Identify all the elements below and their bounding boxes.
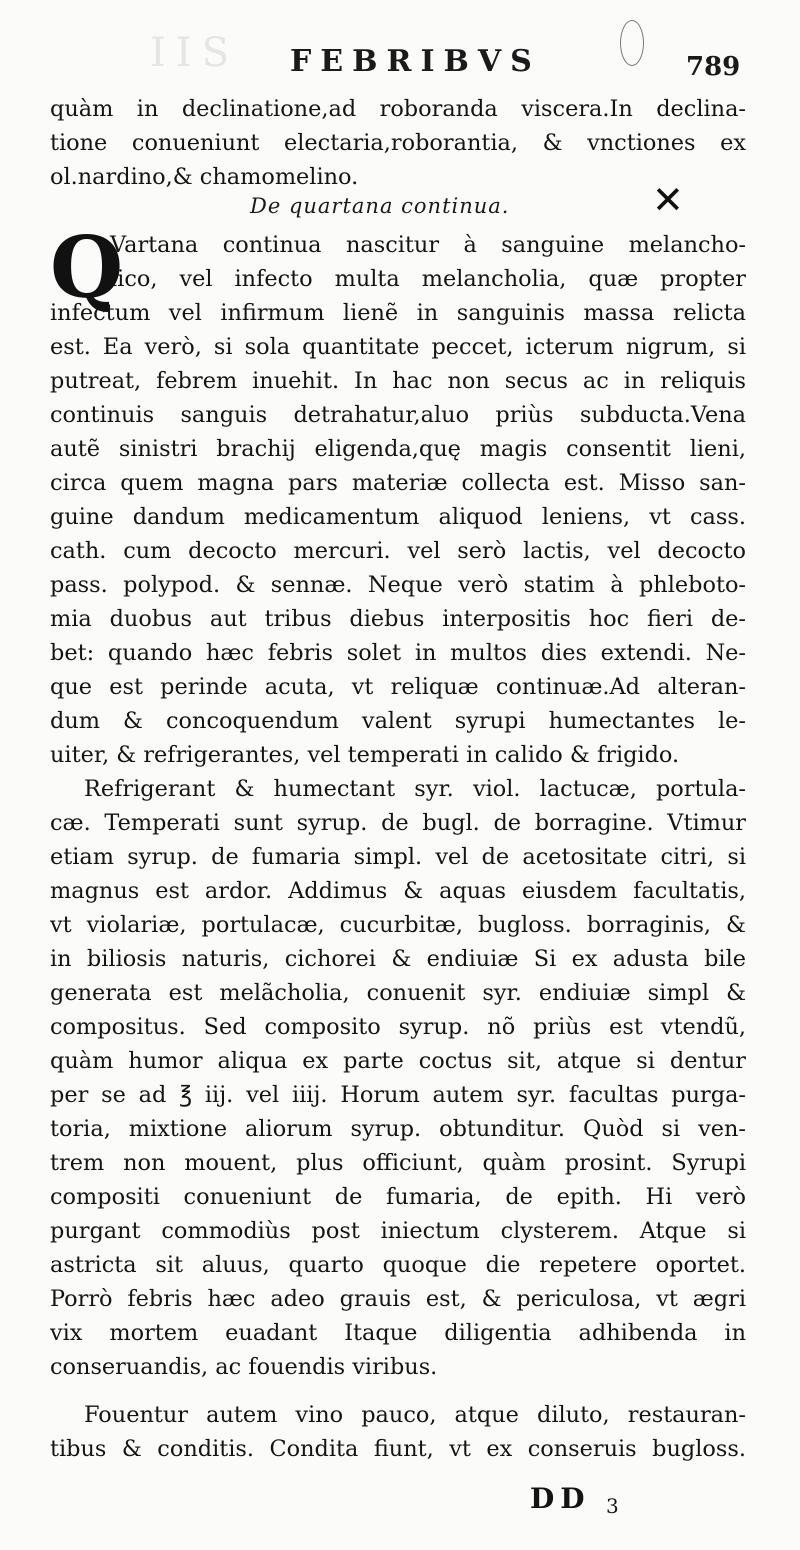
text-line: mia duobus aut tribus diebus interpositis hoc fieri de-	[50, 606, 746, 632]
text-line: Refrigerant & humectant syr. viol. lactucæ, portula-	[84, 776, 746, 802]
text-line: quàm in declinatione,ad roboranda viscera.In declina-	[50, 96, 746, 122]
text-line: putreat, febrem inuehit. In hac non secus ac in reliquis	[50, 368, 746, 394]
text-line: compositus. Sed composito syrup. nõ priùs est vtendũ,	[50, 1014, 746, 1040]
text-line: cath. cum decocto mercuri. vel serò lactis, vel decocto	[50, 538, 746, 564]
text-line: pass. polypod. & sennæ. Neque verò statim à phleboto-	[50, 572, 746, 598]
text-line: astricta sit aluus, quarto quoque die repetere oportet.	[50, 1252, 746, 1278]
text-line: purgant commodiùs post iniectum clysterem. Atque si	[50, 1218, 746, 1244]
text-line: per se ad ℥ iij. vel iiij. Horum autem syr. facultas purga-	[50, 1082, 746, 1108]
text-line: tione conueniunt electaria,roborantia, & vnctiones ex	[50, 130, 746, 156]
text-line: vix mortem euadant Itaque diligentia adhibenda in	[50, 1320, 746, 1346]
opening-paragraph	[50, 92, 746, 194]
section-heading: De quartana continua.	[250, 194, 510, 218]
text-line: guine dandum medicamentum aliquod leniens, vt cass.	[50, 504, 746, 530]
text-line: generata est melãcholia, conuenit syr. endiuiæ simpl &	[50, 980, 746, 1006]
text-line: continuis sanguis detrahatur,aluo priùs subducta.Vena	[50, 402, 746, 428]
text-line: Porrò febris hæc adeo grauis est, & periculosa, vt ægri	[50, 1286, 746, 1312]
text-line: vt violariæ, portulacæ, cucurbitæ, bugloss. borraginis, &	[50, 912, 746, 938]
paragraph-three	[50, 1398, 746, 1466]
text-line: ol.nardino,& chamomelino.	[50, 164, 359, 190]
text-line: autẽ sinistri brachij eligenda,quę magis consentit lieni,	[50, 436, 746, 462]
text-line: uiter, & refrigerantes, vel temperati in calido & frigido.	[50, 742, 680, 768]
text-line: cæ. Temperati sunt syrup. de bugl. de borragine. Vtimur	[50, 810, 746, 836]
text-line: circa quem magna pars materiæ collecta est. Misso san-	[50, 470, 746, 496]
text-line: est. Ea verò, si sola quantitate peccet, icterum nigrum, si	[50, 334, 746, 360]
handwritten-circle-mark	[620, 20, 644, 66]
text-line: toria, mixtione aliorum syrup. obtunditur. Quòd si ven-	[50, 1116, 746, 1142]
page-number: 789	[686, 52, 741, 82]
text-line: trem non mouent, plus officiunt, quàm prosint. Syrupi	[50, 1150, 746, 1176]
text-line: Fouentur autem vino pauco, atque diluto, restauran-	[84, 1402, 746, 1428]
body-paragraph	[50, 296, 746, 772]
bleed-through-text: IIS	[150, 30, 240, 76]
text-line: compositi conueniunt de fumaria, de epith. Hi verò	[50, 1184, 746, 1210]
text-line: tibus & conditis. Condita fiunt, vt ex conseruis bugloss.	[50, 1436, 746, 1462]
drop-cap-initial: Q	[50, 218, 124, 317]
text-line: Vartana continua nascitur à sanguine melancho-	[110, 232, 746, 258]
text-line: infectum vel infirmum lienẽ in sanguinis massa relicta	[50, 300, 746, 326]
text-line: in biliosis naturis, cichorei & endiuiæ Si ex adusta bile	[50, 946, 746, 972]
signature-number: 3	[606, 1494, 619, 1518]
text-line: etiam syrup. de fumaria simpl. vel de acetositate citri, si	[50, 844, 746, 870]
text-line: dum & concoquendum valent syrupi humectantes le-	[50, 708, 746, 734]
text-line: magnus est ardor. Addimus & aquas eiusdem facultatis,	[50, 878, 746, 904]
text-line: lico, vel infecto multa melancholia, quæ propter	[110, 266, 746, 292]
text-line: bet: quando hæc febris solet in multos dies extendi. Ne-	[50, 640, 746, 666]
handwritten-cross-icon: ✕	[652, 178, 684, 222]
text-line: quàm humor aliqua ex parte coctus sit, atque si dentur	[50, 1048, 746, 1074]
text-line: conseruandis, ac fouendis viribus.	[50, 1354, 438, 1380]
text-line: que est perinde acuta, vt reliquæ continuæ.Ad alteran-	[50, 674, 746, 700]
paragraph-two	[50, 772, 746, 1384]
initial-lines	[110, 228, 746, 296]
signature-mark: DD	[530, 1482, 591, 1515]
running-title: FEBRIBVS	[290, 44, 541, 79]
